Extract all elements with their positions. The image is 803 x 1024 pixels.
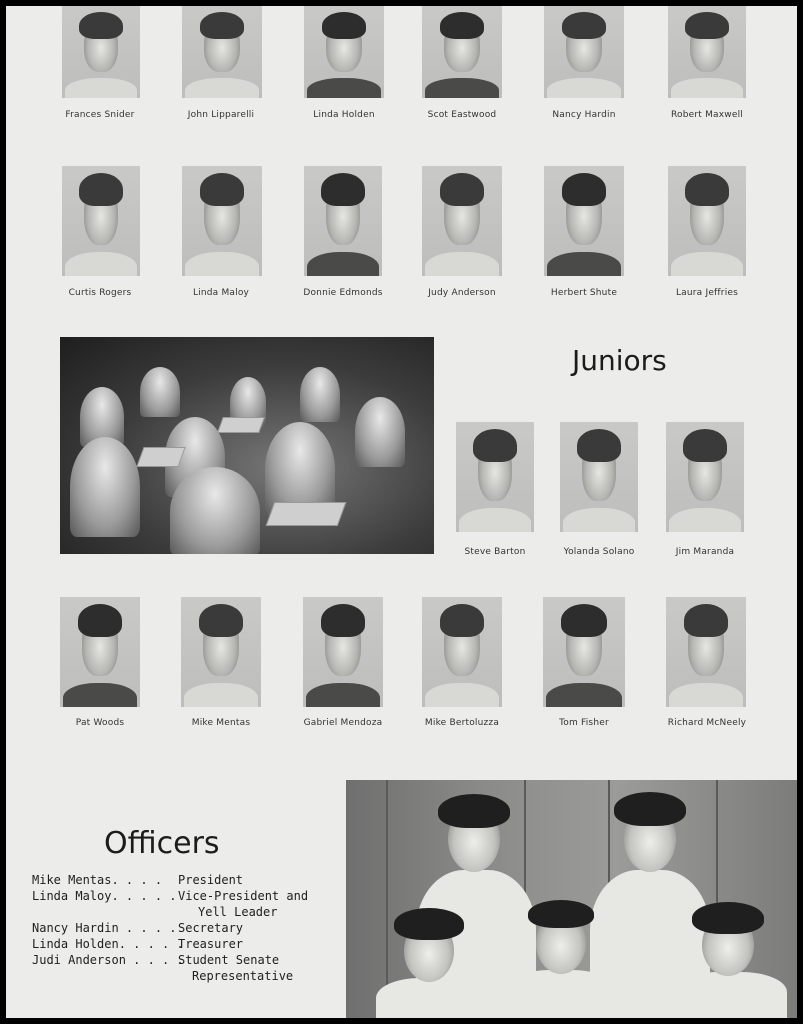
portrait <box>422 597 502 707</box>
portrait <box>456 422 534 532</box>
portrait-caption: Linda Holden <box>313 110 375 120</box>
officer-name: Nancy Hardin . . . . <box>32 921 177 935</box>
yearbook-page <box>6 6 797 1018</box>
officer-name: Judi Anderson . . . . <box>32 953 184 967</box>
officer-role: Yell Leader <box>198 905 278 919</box>
portrait <box>62 6 140 98</box>
portrait <box>304 166 382 276</box>
portrait <box>668 6 746 98</box>
portrait-caption: Mike Mentas <box>191 718 251 728</box>
portrait <box>544 166 624 276</box>
portrait <box>62 166 140 276</box>
officer-row <box>32 872 332 888</box>
officer-role: Secretary <box>178 921 244 935</box>
officer-row <box>32 936 332 952</box>
portrait-caption: Pat Woods <box>75 718 125 728</box>
officers-photo <box>346 780 797 1018</box>
portrait-caption: Tom Fisher <box>559 718 609 728</box>
portrait <box>544 6 624 98</box>
officer-role: Treasurer <box>178 937 244 951</box>
portrait-caption: Linda Maloy <box>192 288 250 298</box>
portrait-caption: Curtis Rogers <box>68 288 132 298</box>
portrait <box>560 422 638 532</box>
officer-name: Linda Holden. . . . . <box>32 937 184 951</box>
portrait-caption: Laura Jeffries <box>675 288 739 298</box>
officer-name <box>32 904 198 920</box>
portrait <box>666 597 746 707</box>
section-heading-officers: Officers <box>104 826 220 861</box>
portrait-caption: Mike Bertoluzza <box>424 718 500 728</box>
classroom-photo <box>60 337 434 554</box>
portrait <box>422 6 502 98</box>
portrait-caption: Herbert Shute <box>550 288 618 298</box>
portrait <box>666 422 744 532</box>
portrait-caption: Yolanda Solano <box>563 547 635 557</box>
officer-name: Linda Maloy. . . . . <box>32 889 177 903</box>
officer-name: Mike Mentas. . . . <box>32 873 163 887</box>
officer-row <box>32 920 332 936</box>
portrait-caption: Richard McNeely <box>667 718 747 728</box>
portrait <box>303 597 383 707</box>
officer-role: President <box>178 873 244 887</box>
portrait <box>304 6 384 98</box>
portrait <box>182 6 262 98</box>
officer-row <box>32 888 332 904</box>
portrait-caption: John Lipparelli <box>187 110 255 120</box>
officer-name <box>32 968 192 984</box>
portrait-caption: Steve Barton <box>464 547 526 557</box>
portrait-caption: Scot Eastwood <box>427 110 497 120</box>
portrait-caption: Judy Anderson <box>428 288 496 298</box>
portrait-caption: Donnie Edmonds <box>303 288 383 298</box>
portrait <box>181 597 261 707</box>
officer-row <box>32 968 332 984</box>
portrait-caption: Robert Maxwell <box>670 110 743 120</box>
portrait <box>668 166 746 276</box>
officer-row <box>32 952 332 968</box>
officer-row <box>32 904 332 920</box>
officer-role: Vice-President and <box>178 889 309 903</box>
portrait-caption: Nancy Hardin <box>552 110 616 120</box>
portrait-caption: Frances Snider <box>65 110 135 120</box>
officer-role: Representative <box>192 969 294 983</box>
portrait-caption: Gabriel Mendoza <box>303 718 383 728</box>
portrait <box>60 597 140 707</box>
portrait <box>182 166 262 276</box>
portrait <box>422 166 502 276</box>
officer-role: Student Senate <box>178 953 280 967</box>
section-heading-juniors: Juniors <box>572 344 667 377</box>
officers-list <box>32 872 332 984</box>
portrait <box>543 597 625 707</box>
portrait-caption: Jim Maranda <box>675 547 735 557</box>
